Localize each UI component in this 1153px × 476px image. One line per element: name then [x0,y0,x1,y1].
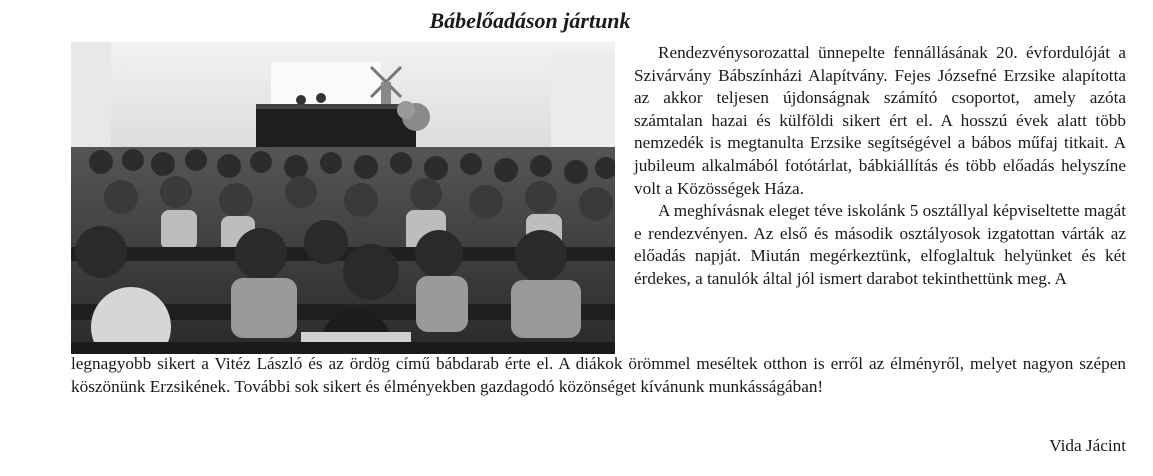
article-title: Bábelőadáson jártunk [429,8,631,33]
paragraph-anniversary: Rendezvénysorozattal ünnepelte fennállásának 20. évfordulóját a Szivárvány Bábszínházi Alapítvány. Fejes Józsefné Erzsike alapította az akkor teljesen újdonságnak számító csoportot, amely azóta számtalan hazai és külföldi sikert ért el. A hosszú évek alatt több nemzedék is megtanulta Erzsike segítségével a bábos műfaj titkait. A jubileum alkalmából fotótárlat, bábkiállítás és több előadás helyszíne volt a Közösségek Háza. [634,43,1126,198]
paragraph-visit-start: A meghívásnak eleget téve iskolánk 5 osztállyal képviseltette magát e rendezvényen. Az első és második osztályosok izgatottan várták az előadás napját. Miután megérkeztünk, elfoglaltuk helyünket és két érdekes, a tanulók által jól ismert darabot tekinthettünk meg. A [634,201,1126,288]
audience-photo [71,42,615,354]
puppet-show-audience-image [71,42,615,354]
paragraph-visit-continued: legnagyobb sikert a Vitéz László és az ördög című bábdarab érte el. A diákok örömmel meséltek otthon is erről az élményről, melyet nagyon szépen köszönünk Erzsikének. További sok sikert és élményekben gazdagodó közönséget kívánunk munkásságában! [71,354,1126,396]
article-column-text [634,42,1126,291]
author-signature: Vida Jácint [1049,436,1126,455]
